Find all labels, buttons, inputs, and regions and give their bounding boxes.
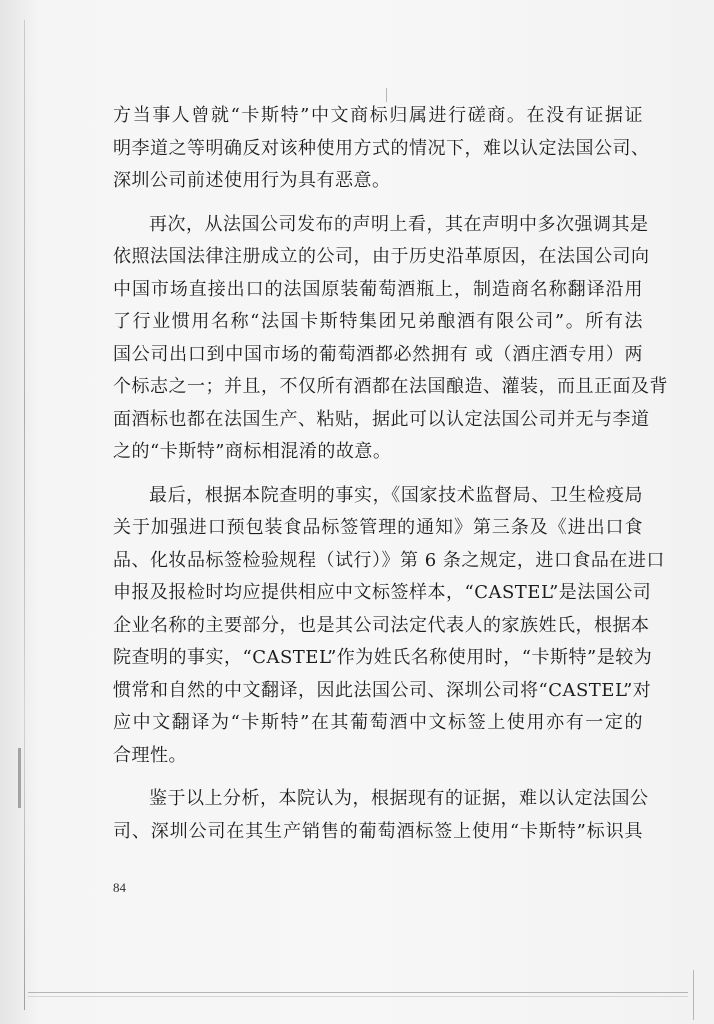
scan-bottom-edge [28,992,688,993]
page-number: 84 [113,880,126,895]
body-text [113,100,668,848]
scan-artifact-mark [18,748,21,808]
page-left-edge [24,20,25,1010]
text-line: 明李道之等明确反对该种使用方式的情况下，难以认定法国公司、 [113,137,650,159]
text-line: 院查明的事实，“CASTEL”作为姓氏名称使用时，“卡斯特”是较为 [113,647,653,668]
text-line: 再次，从法国公司发布的声明上看，其在声明中多次强调其是 [149,213,649,235]
text-line: 最后，根据本院查明的事实，《国家技术监督局、卫生检疫局 [149,484,643,506]
text-line: 品、化妆品标签检验规程（试行）》第 6 条之规定，进口食品在进口 [113,549,665,571]
text-line: 应中文翻译为“卡斯特”在其葡萄酒中文标签上使用亦有一定的 [113,712,643,733]
text-line: 申报及报检时均应提供相应中文标签样本，“CASTEL”是法国公司 [113,582,652,603]
scan-right-edge [693,970,694,1020]
text-line: 鉴于以上分析，本院认为，根据现有的证据，难以认定法国公 [149,788,649,809]
scan-bottom-edge-secondary [28,996,688,997]
text-line: 方当事人曾就“卡斯特”中文商标归属进行磋商。在没有证据证 [113,105,643,126]
text-line: 面酒标也都在法国生产、粘贴，据此可以认定法国公司并无与李道 [113,408,650,430]
text-line: 合理性。 [113,744,187,766]
text-line: 国公司出口到中国市场的葡萄酒都必然拥有 或（酒庄酒专用）两 [113,343,643,365]
text-line: 依照法国法律注册成立的公司，由于历史沿革原因，在法国公司向 [113,246,650,267]
text-line: 之的“卡斯特”商标相混淆的故意。 [113,441,392,462]
text-line: 深圳公司前述使用行为具有恶意。 [113,170,391,191]
text-line: 司、深圳公司在其生产销售的葡萄酒标签上使用“卡斯特”标识具 [113,820,643,842]
text-line: 企业名称的主要部分，也是其公司法定代表人的家族姓氏，根据本 [113,614,650,636]
text-line: 惯常和自然的中文翻译，因此法国公司、深圳公司将“CASTEL”对 [113,679,652,701]
text-line: 个标志之一；并且，不仅所有酒都在法国酿造、灌装，而且正面及背 [113,376,668,397]
text-line: 关于加强进口预包装食品标签管理的通知》第三条及《进出口食 [113,517,643,538]
text-line: 中国市场直接出口的法国原装葡萄酒瓶上，制造商名称翻译沿用 [113,278,643,300]
text-line: 了行业惯用名称“法国卡斯特集团兄弟酿酒有限公司”。所有法 [113,311,643,332]
